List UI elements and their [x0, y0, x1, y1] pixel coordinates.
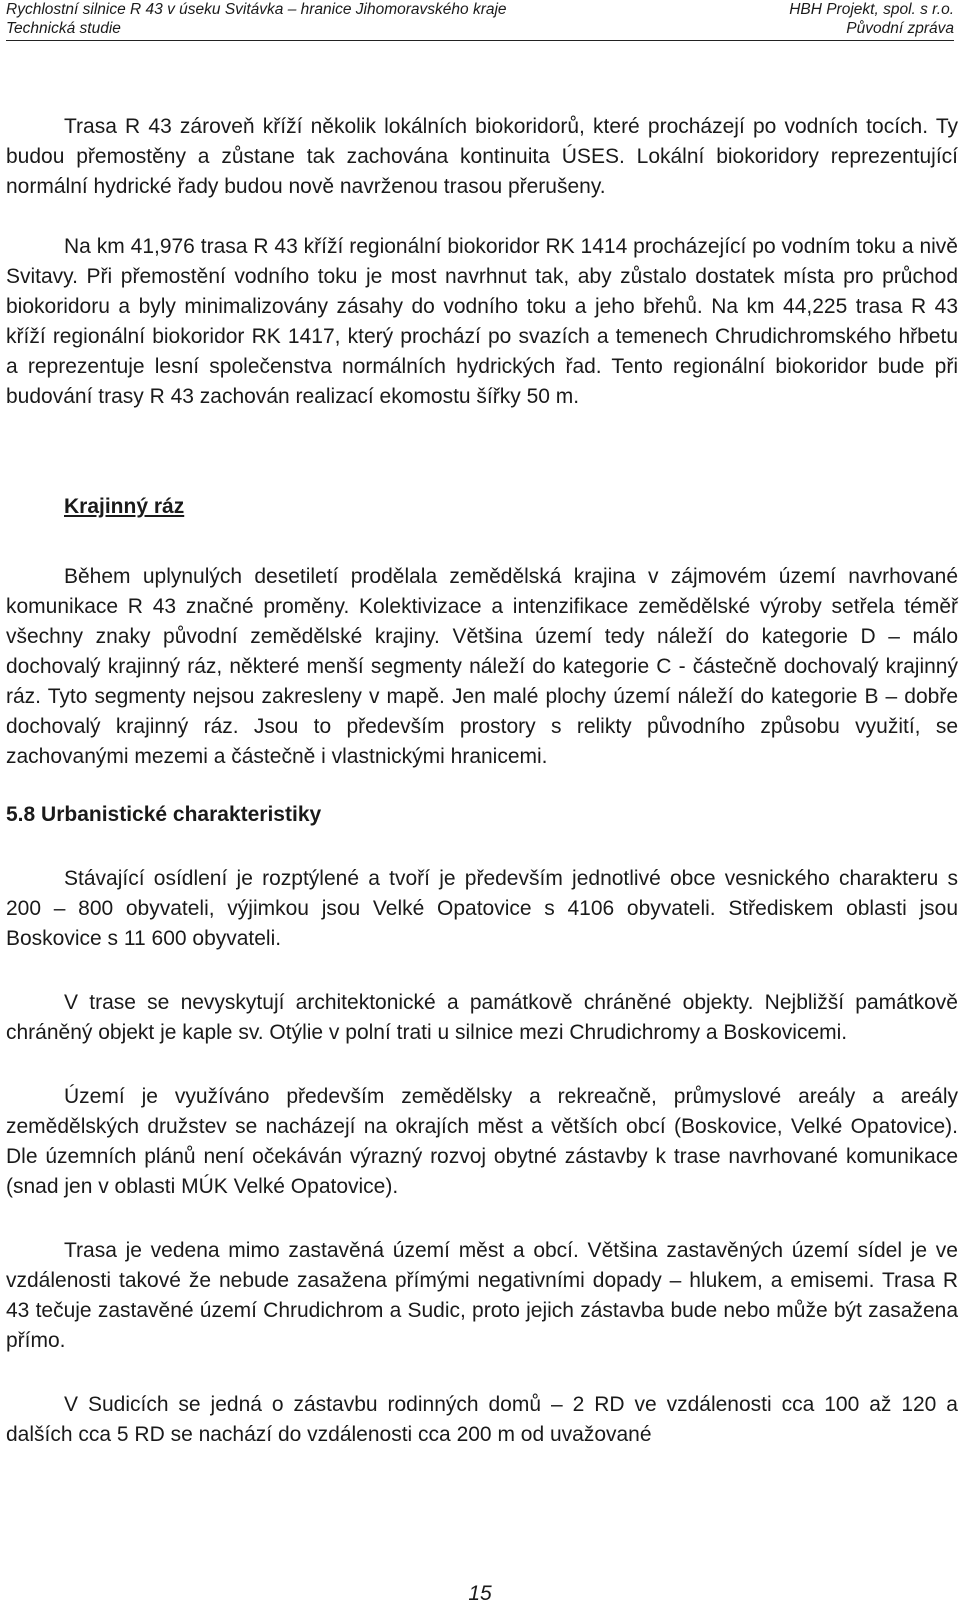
- paragraph-settlement: Stávající osídlení je rozptýlené a tvoří je především jednotlivé obce vesnického charakteru s 200 – 800 obyvateli, výjimkou jsou Velké Opatovice s 4106 obyvateli. Střediskem oblasti jsou Boskovice s 11 600 obyvateli.: [6, 867, 958, 950]
- paragraph-land-use: Území je využíváno především zemědělsky a rekreačně, průmyslové areály a areály zemědělských družstev se nacházejí na okrajích měst a větších obcí (Boskovice, Velké Opatovice). Dle územních plánů není očekáván výrazný rozvoj obytné zástavby k trase navrhované komunikace (snad jen v oblasti MÚK Velké Opatovice).: [6, 1085, 958, 1198]
- paragraph-landscape-character: Během uplynulých desetiletí prodělala zemědělská krajina v zájmovém území navrhované komunikace R 43 značné proměny. Kolektivizace a intenzifikace zemědělské výroby setřela téměř všechny znaky původní zemědělské krajiny. Většina území tedy náleží do kategorie D – málo dochovalý krajinný ráz, některé menší segmenty náleží do kategorie C - částečně dochovalý krajinný ráz. Tyto segmenty nejsou zakresleny v mapě. Jen malé plochy území náleží do kategorie B – dobře dochovalý krajinný ráz. Jsou to především prostory s relikty původního způsobu využití, se zachovanými mezemi a částečně i vlastnickými hranicemi.: [6, 565, 958, 768]
- header-row-top: [6, 0, 954, 19]
- page-content: [6, 112, 958, 1450]
- paragraph-biocorridors-regional: Na km 41,976 trasa R 43 kříží regionální biokoridor RK 1414 procházející po vodním toku a nivě Svitavy. Při přemostění vodního toku je most navrhnut tak, aby zůstalo dostatek místa pro průchod biokoridoru a byly minimalizovány zásahy do vodního toku a jeho břehů. Na km 44,225 trasa R 43 kříží regionální biokoridor RK 1417, který prochází po svazích a temenech Chrudichromského hřbetu a reprezentuje lesní společenstva normálních hydrických řad. Tento regionální biokoridor bude při budování trasy R 43 zachován realizací ekomostu šířky 50 m.: [6, 235, 958, 408]
- paragraph-monuments: V trase se nevyskytují architektonické a památkově chráněné objekty. Nejbližší památkově chráněný objekt je kaple sv. Otýlie v polní trati u silnice mezi Chrudichromy a Boskovicemi.: [6, 991, 958, 1044]
- header-company: HBH Projekt, spol. s r.o.: [789, 1, 954, 18]
- paragraph-biocorridors-local: Trasa R 43 zároveň kříží několik lokálních biokoridorů, které procházejí po vodních tocích. Ty budou přemostěny a zůstane tak zachována kontinuita ÚSES. Lokální biokoridory reprezentující normální hydrické řady budou nově navrženou trasou přerušeny.: [6, 115, 958, 198]
- header-study-type: Technická studie: [6, 20, 121, 37]
- page-header: [6, 0, 954, 41]
- header-report-type: Původní zpráva: [846, 20, 954, 37]
- heading-urban-characteristics: 5.8 Urbanistické charakteristiky: [6, 803, 322, 826]
- header-row-bottom: [6, 19, 954, 38]
- heading-landscape-character: Krajinný ráz: [64, 495, 185, 518]
- header-document-title: Rychlostní silnice R 43 v úseku Svitávka – hranice Jihomoravského kraje: [6, 1, 507, 18]
- page-number: 15: [468, 1582, 492, 1605]
- paragraph-route-settlements: Trasa je vedena mimo zastavěná území měst a obcí. Většina zastavěných území sídel je ve vzdálenosti takové že nebude zasažena přímými negativními dopady – hlukem, a emisemi. Trasa R 43 tečuje zastavěné území Chrudichrom a Sudic, proto jejich zástavba bude nebo může být zasažena přímo.: [6, 1239, 958, 1352]
- paragraph-sudice: V Sudicích se jedná o zástavbu rodinných domů – 2 RD ve vzdálenosti cca 100 až 120 a dalších cca 5 RD se nachází do vzdálenosti cca 200 m od uvažované: [6, 1393, 958, 1446]
